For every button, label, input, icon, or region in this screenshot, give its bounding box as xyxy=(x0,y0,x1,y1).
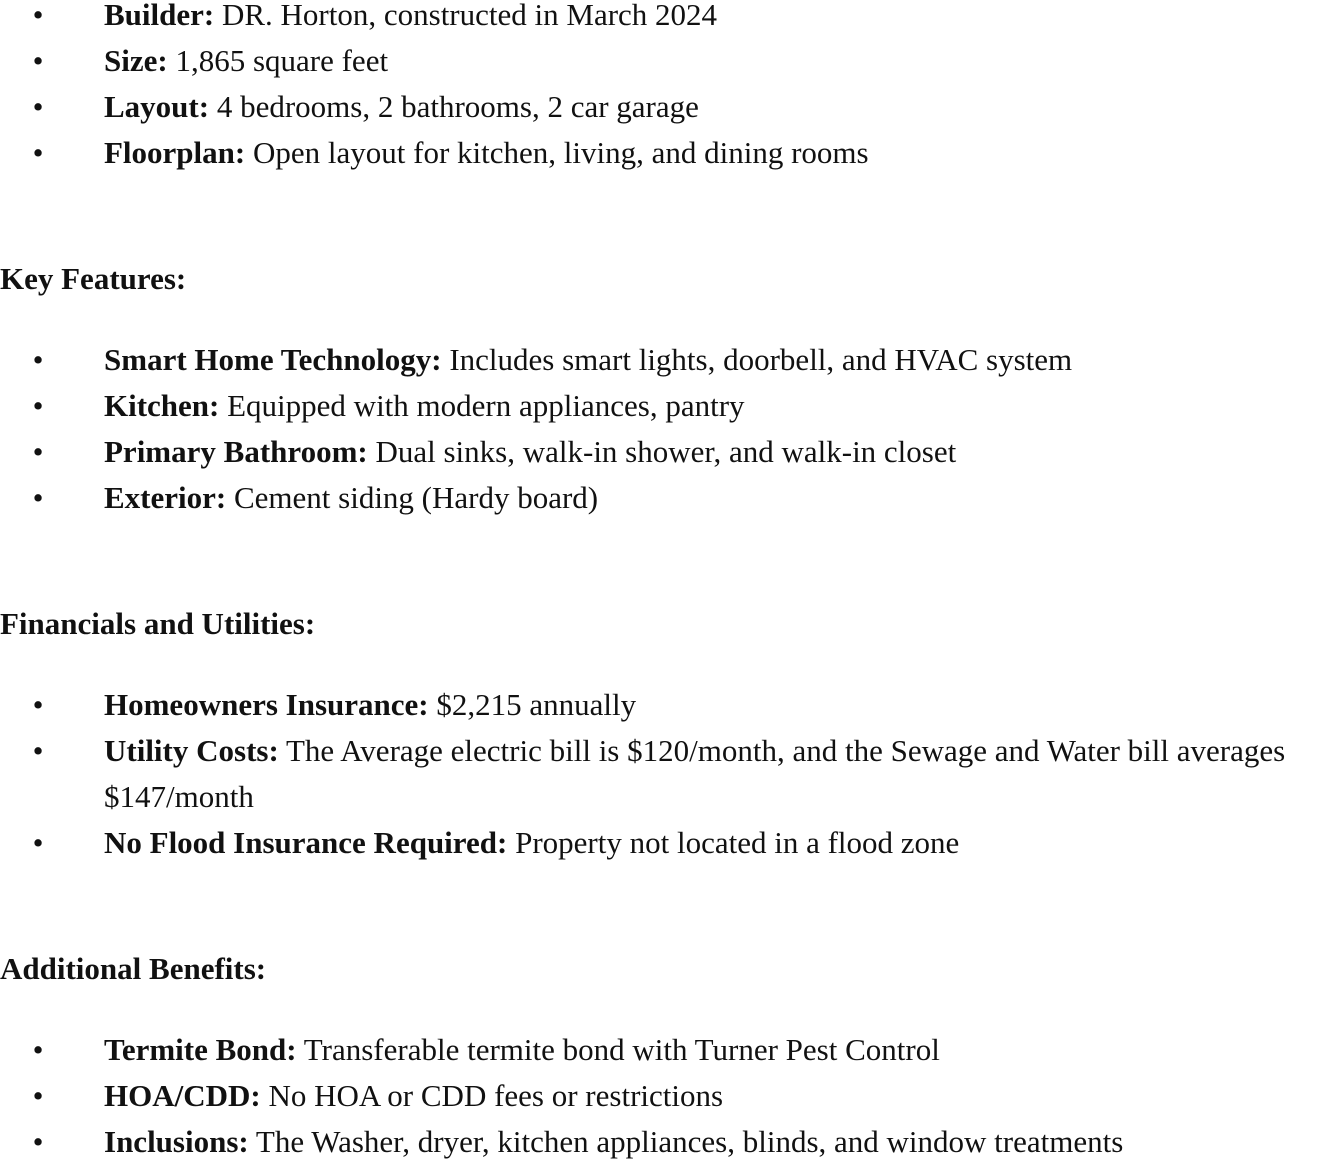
item-label: Homeowners Insurance: xyxy=(104,687,429,722)
bullet-icon: • xyxy=(32,43,44,78)
item-text: $2,215 annually xyxy=(428,687,637,722)
item-label: Exterior: xyxy=(104,480,227,515)
list-item xyxy=(0,728,1343,820)
bullet-icon: • xyxy=(32,0,44,32)
item-text: 1,865 square feet xyxy=(167,43,389,78)
item-label: No Flood Insurance Required: xyxy=(104,825,508,860)
list-item xyxy=(0,682,1343,728)
bullet-icon: • xyxy=(32,1032,44,1067)
item-text: Dual sinks, walk-in shower, and walk-in closet xyxy=(367,434,957,469)
list-item xyxy=(0,475,1343,521)
list-item xyxy=(0,0,1343,38)
list-item xyxy=(0,38,1343,84)
bullet-icon: • xyxy=(32,1124,44,1159)
item-label: Primary Bathroom: xyxy=(104,434,368,469)
bullet-icon: • xyxy=(32,89,44,124)
item-text: Equipped with modern appliances, pantry xyxy=(219,388,745,423)
section-heading-financials: Financials and Utilities: xyxy=(0,606,316,641)
item-label: Utility Costs: xyxy=(104,733,279,768)
item-label: Kitchen: xyxy=(104,388,220,423)
item-text: The Washer, dryer, kitchen appliances, blinds, and window treatments xyxy=(248,1124,1124,1159)
item-label: Termite Bond: xyxy=(104,1032,297,1067)
key-features-list xyxy=(0,337,1343,521)
list-item xyxy=(0,1073,1343,1119)
list-item xyxy=(0,337,1343,383)
bullet-icon: • xyxy=(32,342,44,377)
bullet-icon: • xyxy=(32,687,44,722)
item-text: Open layout for kitchen, living, and dining rooms xyxy=(245,135,869,170)
item-text: DR. Horton, constructed in March 2024 xyxy=(214,0,718,32)
section-heading-key-features: Key Features: xyxy=(0,261,187,296)
item-text: No HOA or CDD fees or restrictions xyxy=(260,1078,724,1113)
list-item xyxy=(0,820,1343,866)
section-heading-additional-benefits: Additional Benefits: xyxy=(0,951,267,986)
list-item xyxy=(0,383,1343,429)
list-item xyxy=(0,429,1343,475)
item-text: Cement siding (Hardy board) xyxy=(226,480,599,515)
item-label: Floorplan: xyxy=(104,135,246,170)
bullet-icon: • xyxy=(32,480,44,515)
bullet-icon: • xyxy=(32,388,44,423)
property-overview-list xyxy=(0,0,1343,176)
item-label: Inclusions: xyxy=(104,1124,249,1159)
item-label: Smart Home Technology: xyxy=(104,342,442,377)
list-item xyxy=(0,1119,1343,1165)
bullet-icon: • xyxy=(32,1078,44,1113)
list-item xyxy=(0,1027,1343,1073)
list-item xyxy=(0,84,1343,130)
item-label: Layout: xyxy=(104,89,210,124)
bullet-icon: • xyxy=(32,733,44,768)
item-text: The Average electric bill is $120/month, and the Sewage and Water bill averages $147/month xyxy=(104,733,1286,814)
item-label: Builder: xyxy=(104,0,215,32)
bullet-icon: • xyxy=(32,825,44,860)
item-text: Includes smart lights, doorbell, and HVAC system xyxy=(441,342,1073,377)
item-text: Transferable termite bond with Turner Pest Control xyxy=(296,1032,940,1067)
bullet-icon: • xyxy=(32,135,44,170)
item-text: Property not located in a flood zone xyxy=(507,825,960,860)
item-label: HOA/CDD: xyxy=(104,1078,261,1113)
additional-benefits-list xyxy=(0,1027,1343,1165)
bullet-icon: • xyxy=(32,434,44,469)
item-label: Size: xyxy=(104,43,168,78)
list-item xyxy=(0,130,1343,176)
financials-list xyxy=(0,682,1343,866)
item-text: 4 bedrooms, 2 bathrooms, 2 car garage xyxy=(209,89,699,124)
